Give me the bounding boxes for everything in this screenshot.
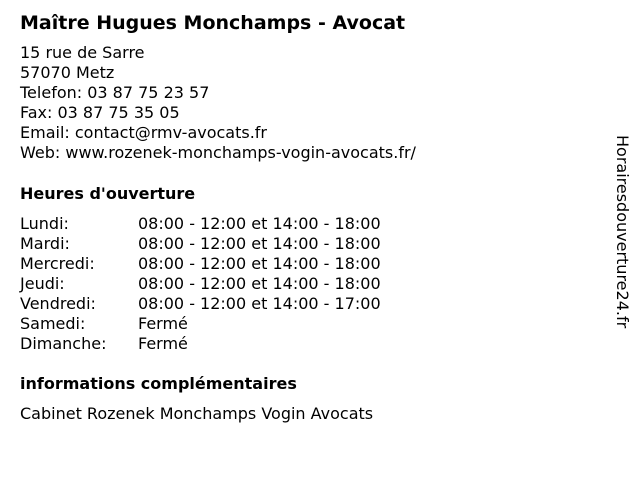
day-label: Samedi: bbox=[20, 314, 86, 333]
day-label: Vendredi: bbox=[20, 294, 96, 313]
page-title: Maître Hugues Monchamps - Avocat bbox=[20, 12, 406, 34]
day-hours: 08:00 - 12:00 et 14:00 - 18:00 bbox=[138, 214, 381, 233]
day-label: Dimanche: bbox=[20, 334, 107, 353]
website-address: Web: www.rozenek-monchamps-vogin-avocats.fr/ bbox=[20, 143, 416, 162]
day-hours: Fermé bbox=[138, 314, 188, 333]
day-label: Lundi: bbox=[20, 214, 69, 233]
day-hours: 08:00 - 12:00 et 14:00 - 18:00 bbox=[138, 274, 381, 293]
day-hours: 08:00 - 12:00 et 14:00 - 18:00 bbox=[138, 234, 381, 253]
phone-number: Telefon: 03 87 75 23 57 bbox=[20, 83, 210, 102]
address-street: 15 rue de Sarre bbox=[20, 43, 145, 62]
info-heading: informations complémentaires bbox=[20, 374, 297, 393]
info-text: Cabinet Rozenek Monchamps Vogin Avocats bbox=[20, 404, 374, 423]
email-address: Email: contact@rmv-avocats.fr bbox=[20, 123, 268, 142]
address-city: 57070 Metz bbox=[20, 63, 115, 82]
contact-block bbox=[20, 43, 416, 163]
fax-number: Fax: 03 87 75 35 05 bbox=[20, 103, 180, 122]
day-hours: Fermé bbox=[138, 334, 188, 353]
day-hours: 08:00 - 12:00 et 14:00 - 18:00 bbox=[138, 254, 381, 273]
day-label: Mardi: bbox=[20, 234, 70, 253]
day-label: Jeudi: bbox=[20, 274, 65, 293]
hours-heading: Heures d'ouverture bbox=[20, 184, 196, 203]
day-label: Mercredi: bbox=[20, 254, 95, 273]
day-hours: 08:00 - 12:00 et 14:00 - 17:00 bbox=[138, 294, 381, 313]
watermark: Horairesdouverture24.fr bbox=[613, 135, 632, 329]
